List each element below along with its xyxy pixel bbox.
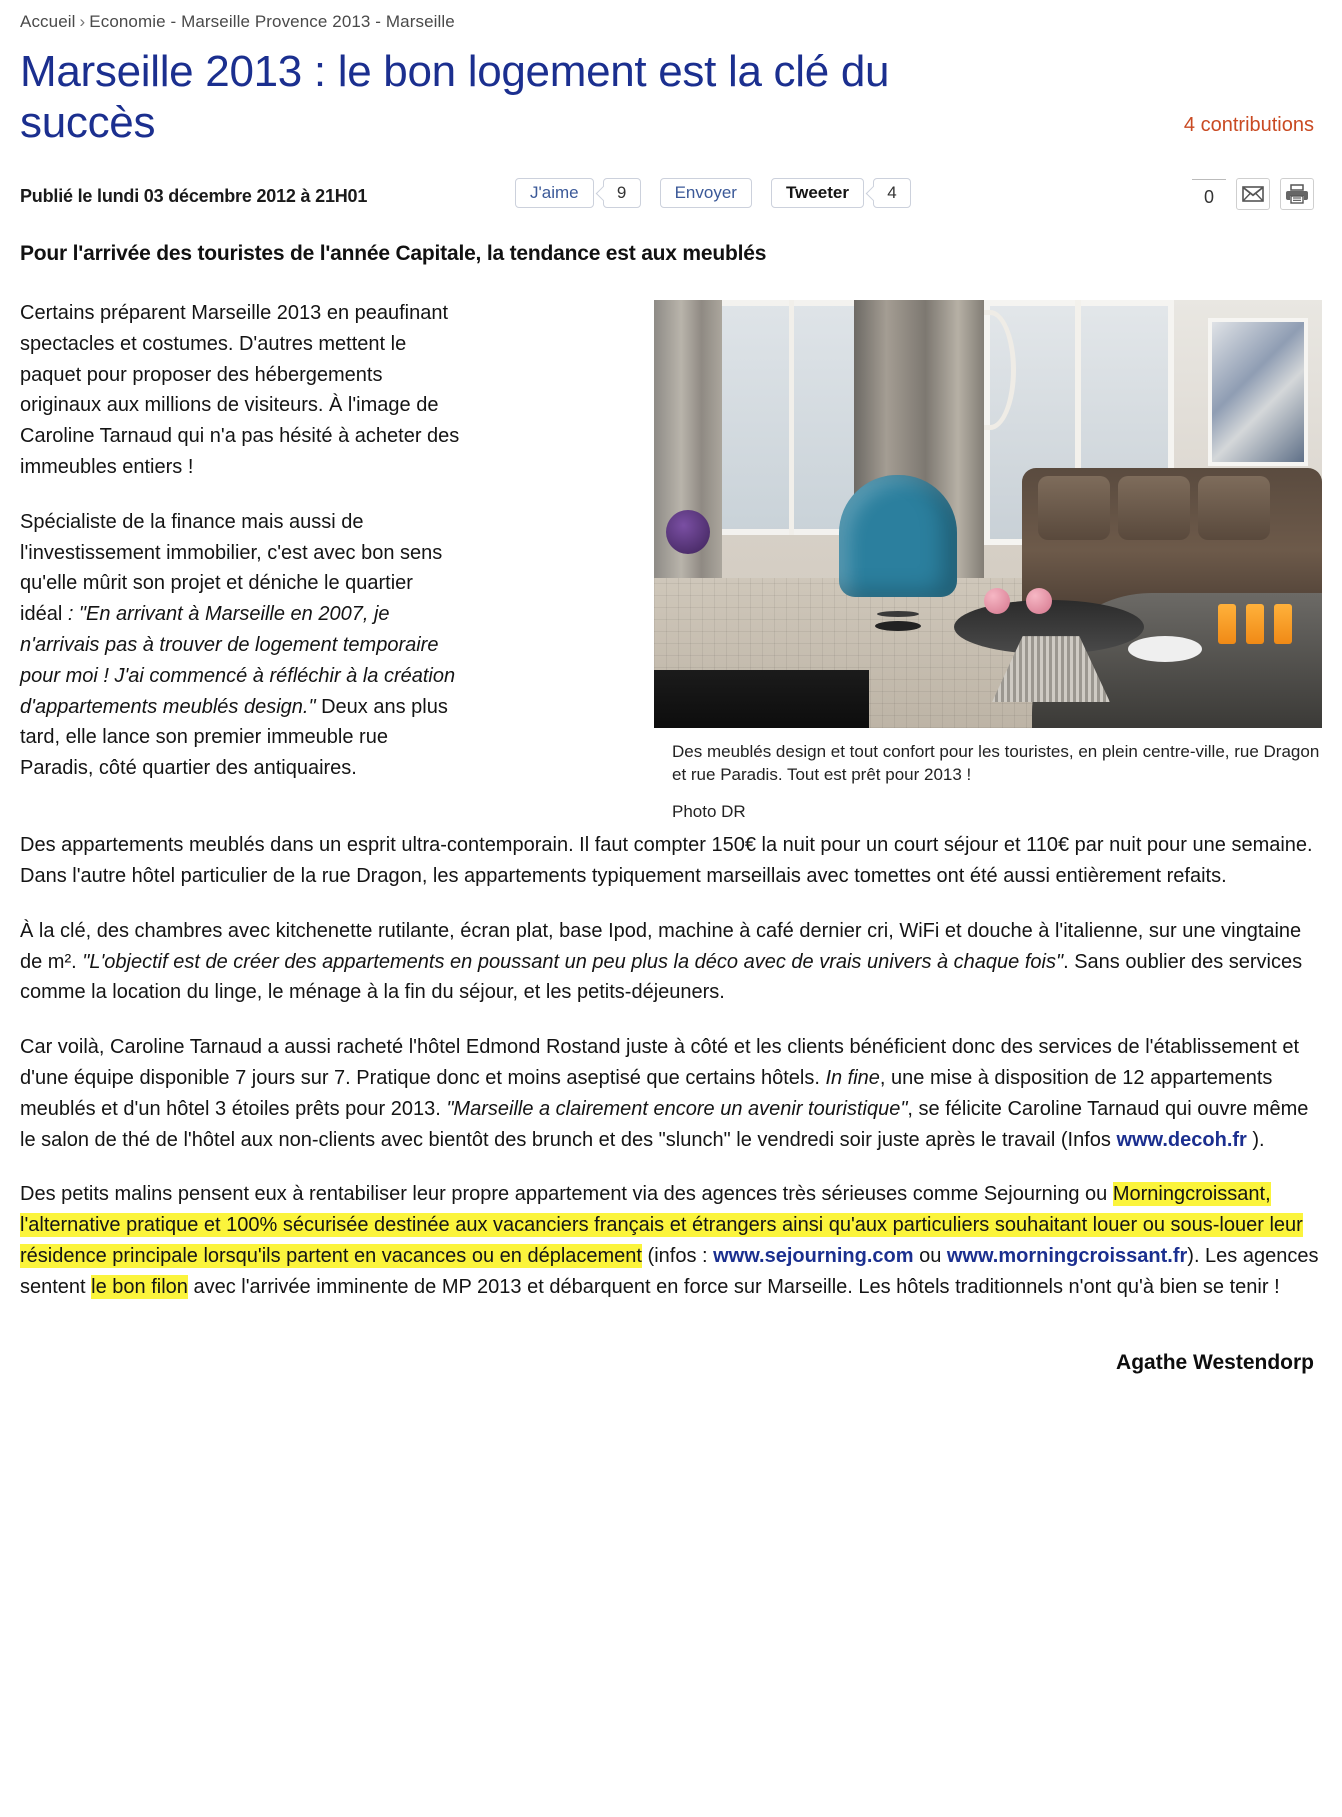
- print-article-button[interactable]: [1280, 178, 1314, 210]
- p5-part-d: ).: [1246, 1128, 1265, 1151]
- p2-part-a: Spécialiste de la finance mais aussi de l'investissement immobilier, c'est avec bon sens qu'elle mûrit son projet et déniche le quartier idéal: [20, 510, 443, 626]
- article-tools: [1192, 178, 1314, 210]
- contributions-link[interactable]: 4 contributions: [1183, 114, 1314, 136]
- breadcrumb-section[interactable]: Economie - Marseille Provence 2013 - Marseille: [89, 12, 455, 31]
- paragraph-3: Des appartements meublés dans un esprit ultra-contemporain. Il faut compter 150€ la nuit pour un court séjour et 110€ par nuit pour une semaine. Dans l'autre hôtel particulier de la rue Dragon, les appartements typiquement marseillais avec tomettes ont été aussi entièrement refaits.: [20, 834, 1313, 888]
- p5-quote: "Marseille a clairement encore un avenir touristique": [446, 1097, 908, 1120]
- facebook-like-count: 9: [603, 178, 641, 208]
- paragraph-6: [20, 1179, 1322, 1302]
- share-count: 0: [1192, 179, 1226, 210]
- printer-icon: [1285, 184, 1309, 204]
- p6-part-b: (infos :: [641, 1245, 714, 1268]
- paragraph-2: [20, 507, 460, 784]
- publish-date: Publié le lundi 03 décembre 2012 à 21H01: [20, 186, 368, 207]
- p2-quote: : "En arrivant à Marseille en 2007, je n'arrivais pas à trouver de logement temporaire pour moi ! J'ai commencé à réfléchir à la création d'appartements meublés design.": [20, 603, 456, 718]
- highlighted-text-2: le bon filon: [91, 1275, 188, 1298]
- facebook-like-button[interactable]: J'aime: [515, 178, 594, 208]
- email-article-button[interactable]: [1236, 178, 1270, 210]
- paragraph-5: [20, 1032, 1322, 1155]
- link-morningcroissant[interactable]: www.morningcroissant.fr: [946, 1245, 1188, 1268]
- highlighted-text-1: Morningcroissant, l'alternative pratique et 100% sécurisée destinée aux vacanciers français et étrangers ainsi qu'aux particuliers souhaitant louer ou sous-louer leur résidence principale lorsqu'ils partent en vacances ou en déplacement: [20, 1183, 1303, 1268]
- p2-part-b: Deux ans plus tard, elle lance son premier immeuble rue Paradis, côté quartier des antiquaires.: [20, 695, 448, 780]
- meta-bar: [20, 178, 1322, 220]
- page-title: Marseille 2013 : le bon logement est la clé du succès: [20, 47, 890, 148]
- p4-quote: "L'objectif est de créer des appartements en poussant un peu plus la déco avec de vrais univers à chaque fois": [82, 950, 1064, 973]
- link-sejourning[interactable]: www.sejourning.com: [713, 1245, 914, 1268]
- article-figure: [654, 300, 1322, 822]
- p5-part-c: , se félicite Caroline Tarnaud qui ouvre même le salon de thé de l'hôtel aux non-clients avec bientôt des brunch et des "slunch" le vendredi soir juste après le travail (Infos: [20, 1097, 1309, 1151]
- p5-part-a: Car voilà, Caroline Tarnaud a aussi racheté l'hôtel Edmond Rostand juste à côté et les clients bénéficient donc des services de l'établissement et d'une équipe disponible 7 jours sur 7. Pratique donc et moins aseptisé que certains hôtels.: [20, 1036, 1300, 1090]
- facebook-send-button[interactable]: Envoyer: [660, 178, 752, 208]
- link-decoh[interactable]: www.decoh.fr: [1116, 1128, 1247, 1151]
- p6-part-a: Des petits malins pensent eux à rentabiliser leur propre appartement via des agences très sérieuses comme Sejourning ou: [20, 1183, 1113, 1206]
- article-author: Agathe Westendorp: [1116, 1350, 1314, 1374]
- p6-part-c: ou: [913, 1245, 947, 1268]
- standfirst: Pour l'arrivée des touristes de l'année Capitale, la tendance est aux meublés: [20, 242, 767, 266]
- article-photo: [654, 300, 1322, 728]
- p5-in-fine: In fine: [825, 1067, 880, 1090]
- photo-credit: Photo DR: [672, 802, 746, 822]
- tweet-count: 4: [873, 178, 911, 208]
- envelope-icon: [1242, 186, 1264, 202]
- p5-part-b: , une mise à disposition de 12 appartements meublés et d'un hôtel 3 étoiles prêts pour 2013.: [20, 1067, 1273, 1120]
- p4-part-a: À la clé, des chambres avec kitchenette rutilante, écran plat, base Ipod, machine à café dernier cri, WiFi et douche à l'italienne, sur une vingtaine de m².: [20, 919, 1302, 973]
- breadcrumb: [20, 0, 1322, 32]
- title-row: [20, 46, 1322, 148]
- tweet-button[interactable]: Tweeter: [771, 178, 864, 208]
- breadcrumb-home[interactable]: Accueil: [20, 12, 76, 31]
- p4-part-b: . Sans oublier des services comme la location du linge, le ménage à la fin du séjour, et les petits-déjeuners.: [20, 950, 1303, 1004]
- social-share-group: [515, 178, 911, 208]
- p6-part-d: ). Les agences sentent: [20, 1245, 1319, 1298]
- paragraph-4: [20, 916, 1322, 1008]
- paragraph-1: Certains préparent Marseille 2013 en peaufinant spectacles et costumes. D'autres mettent le paquet pour proposer des hébergements originaux aux millions de visiteurs. À l'image de Caroline Tarnaud qui n'a pas hésité à acheter des immeubles entiers !: [20, 302, 460, 479]
- p6-part-e: avec l'arrivée imminente de MP 2013 et débarquent en force sur Marseille. Les hôtels traditionnels n'ont qu'à bien se tenir !: [187, 1275, 1280, 1298]
- figure-caption: Des meublés design et tout confort pour les touristes, en plein centre-ville, rue Dragon et rue Paradis. Tout est prêt pour 2013 !: [672, 742, 1320, 785]
- breadcrumb-separator: ›: [79, 12, 86, 31]
